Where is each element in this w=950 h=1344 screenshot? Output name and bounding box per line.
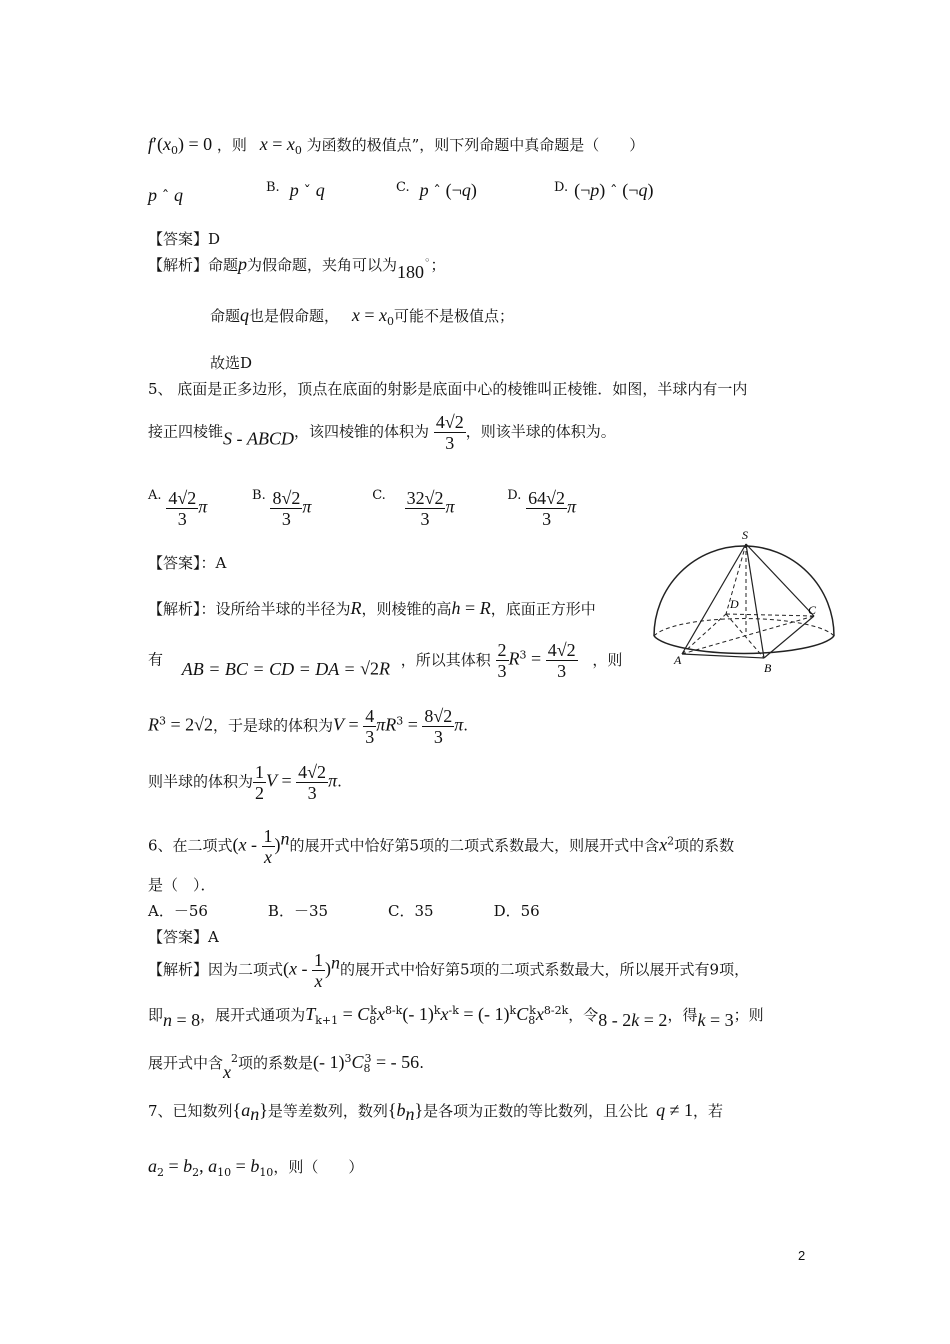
q4-answer: 【答案】D — [148, 230, 221, 248]
q4-line1: $f'(x_0) = 0$ ，则 $x = x_0$ 为函数的极值点”，则下列命题中真命题是（ ） — [148, 134, 645, 157]
q5-options: A. $\frac{4√2}{3}$ π B. $\frac{8√2}{3}$ π C. $\frac{32√2}{3}$ π D. $\frac{64√2}{3}$ π — [148, 488, 577, 529]
q5-answer: 【答案】：A — [148, 554, 227, 572]
label-c: C — [808, 603, 817, 617]
q4-option-b: B. p ˇ q — [266, 180, 325, 200]
q5-explanation-3: $R^3 = 2√2$，于是球的体积为V = $\frac{4}{3}$ $\pi R^3$ = $\frac{8√2}{3}$ π. — [148, 706, 469, 747]
page-number: 2 — [798, 1248, 806, 1263]
q7-line2: $a_2 = b_2$, $a_{10} = b_{10}$，则（ ） — [148, 1156, 364, 1179]
q4-option-c: C. p ˆ (¬q) — [396, 180, 477, 200]
q6-line1: 6、在二项式(x - $\frac{1}{x}$ )$^n$的展开式中恰好第5项的二项式系数最大，则展开式中含$x^2$项的系数 — [148, 826, 735, 867]
q6-line2: 是（ ）． — [148, 876, 216, 894]
q6-options: A．－56 B．－35 C．35 D．56 — [148, 902, 540, 920]
q6-explanation-2: 即n = 8，展开式通项为$T_{k+1} = C_8^kx^{8-k}(-$ $1)^kx^{-k}$ = (- $1)^kC_8^kx^{8-2k}$，令8 - 2k = 2，得k = 3；则 — [148, 1004, 764, 1030]
q5-explanation-4: 则半球的体积为 $\frac{1}{2}$ V = $\frac{4√2}{3}$ π. — [148, 762, 342, 803]
q4-explanation-2: 命题q也是假命题， $x = x_0$可能不是极值点； — [210, 305, 514, 328]
label-d: D — [730, 597, 739, 611]
q7-line1: 7、已知数列$\{a_n\}$是等差数列，数列$\{b_n\}$是各项为正数的等比数列，且公比 q ≠ 1，若 — [148, 1100, 724, 1124]
label-a: A — [674, 653, 682, 667]
q6-answer: 【答案】A — [148, 928, 219, 946]
label-s: S — [742, 528, 748, 542]
q4-explanation-1: 【解析】命题p为假命题，夹角可以为180◦； — [148, 254, 446, 282]
q5-line1: 5、 底面是正多边形，顶点在底面的射影是底面中心的棱锥叫正棱锥．如图，半球内有一内 — [148, 380, 748, 398]
q4-option-d: D. (¬p) ˆ (¬q) — [554, 180, 654, 200]
q5-line2: 接正四棱锥S - ABCD，该四棱锥的体积为 $\frac{4√2}{3}$ ，则该半球的体积为。 — [148, 412, 616, 453]
hemisphere-pyramid-figure — [646, 526, 842, 676]
q4-explanation-3: 故选D — [210, 354, 253, 372]
q5-explanation-1: 【解析】：设所给半球的半径为R，则棱锥的高h = R，底面正方形中 — [148, 598, 596, 618]
q6-explanation-3: 展开式中含$x^2$项的系数是(- $1)^3C_8^3$ = - 56. — [148, 1052, 424, 1082]
q5-explanation-2: 有 AB = BC = CD = DA = √2R ，所以其体积 $\frac{2}{3}$ $R^3$ = $\frac{4√2}{3}$ ，则 — [148, 640, 623, 681]
label-b: B — [764, 661, 772, 675]
q4-option-a: p ˆ q — [148, 185, 184, 205]
q6-explanation-1: 【解析】因为二项式(x - $\frac{1}{x}$ )$^n$的展开式中恰好第5项的二项式系数最大，所以展开式有9项， — [148, 950, 750, 991]
